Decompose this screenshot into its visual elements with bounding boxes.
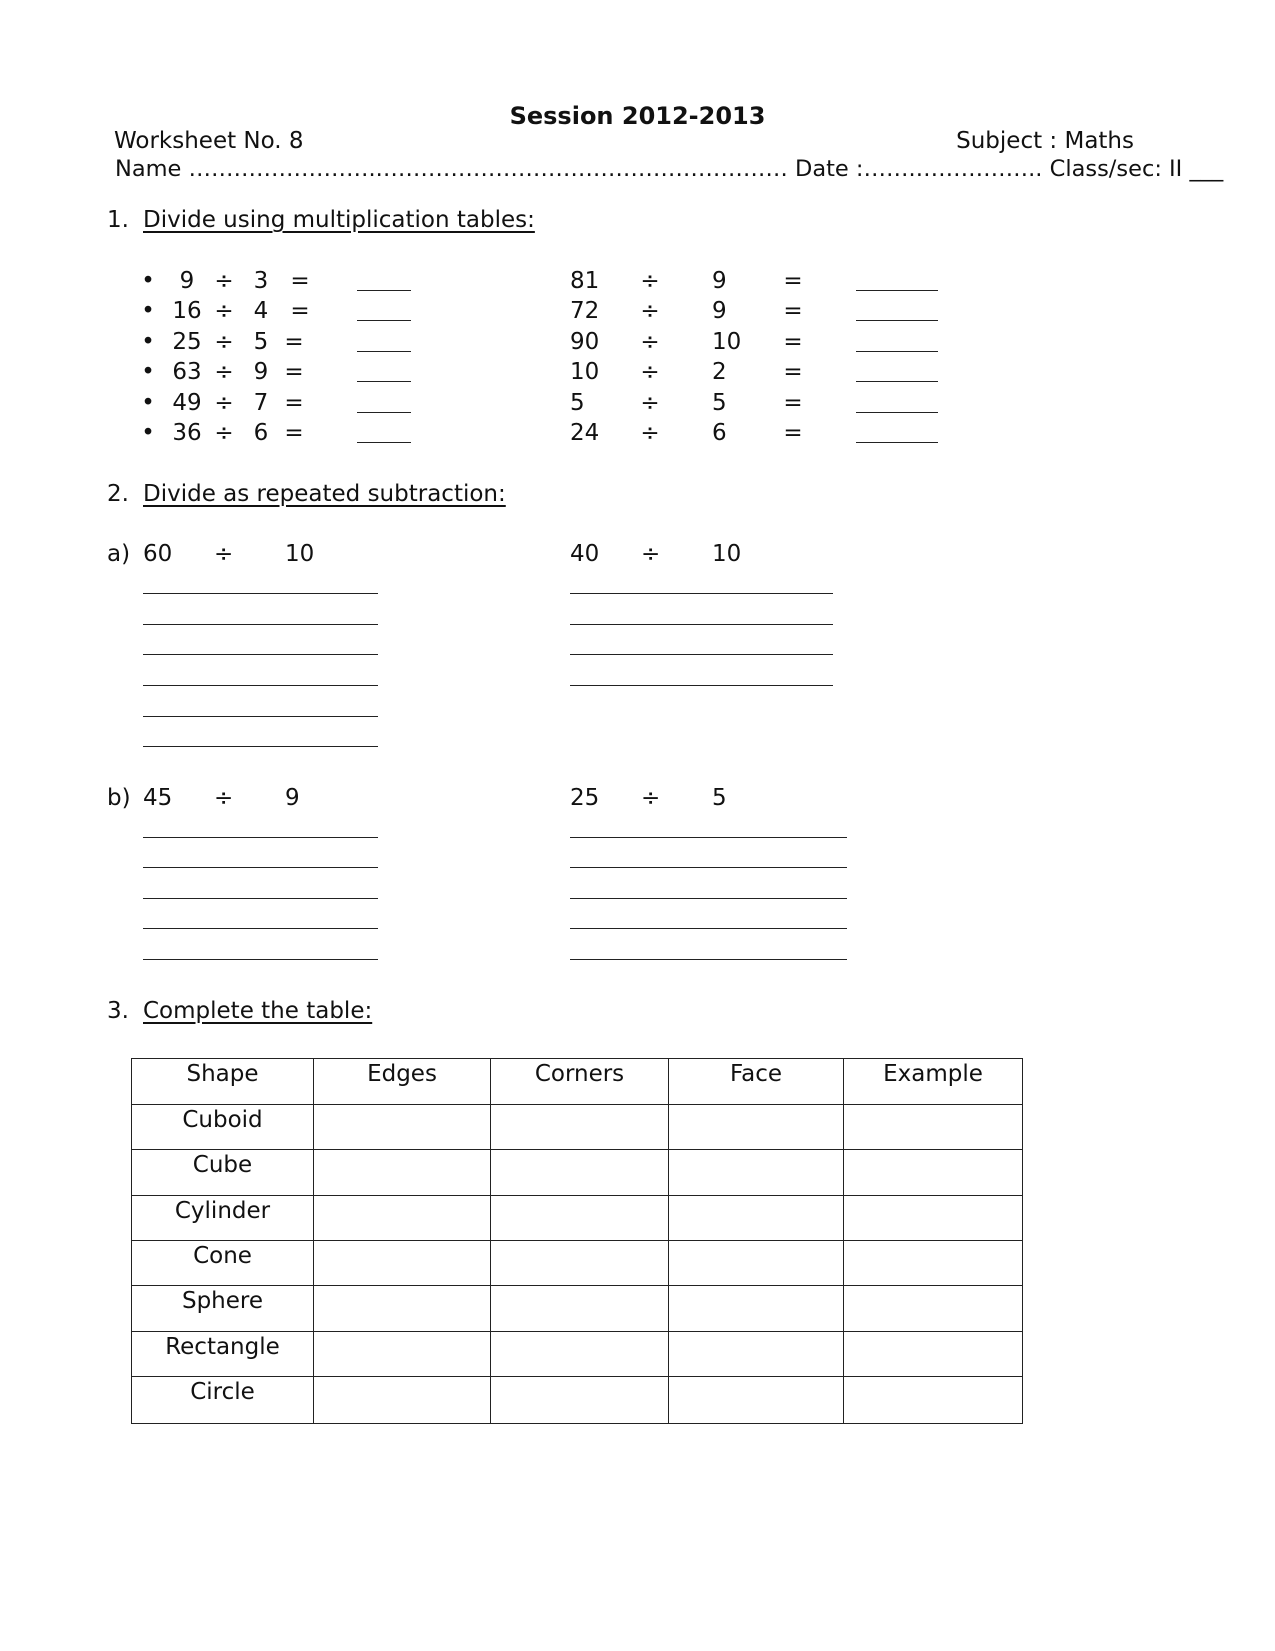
shape-name-cell: Cube xyxy=(132,1150,314,1196)
shape-name-cell: Sphere xyxy=(132,1286,314,1332)
answer-cell[interactable] xyxy=(491,1332,669,1377)
working-line[interactable] xyxy=(143,593,378,594)
shape-name-cell: Circle xyxy=(132,1377,314,1424)
answer-cell[interactable] xyxy=(314,1241,491,1286)
q1-right-dividend: 81 xyxy=(570,268,600,294)
q2b-left-divide-sign: ÷ xyxy=(214,785,234,811)
working-line[interactable] xyxy=(570,685,833,686)
q1-left-answer-blank[interactable] xyxy=(357,351,411,352)
q1-left-equals: = xyxy=(290,298,310,324)
working-line[interactable] xyxy=(570,837,847,838)
table-row xyxy=(132,1196,1023,1241)
q1-right-divide-sign: ÷ xyxy=(640,298,660,324)
q1-right-divide-sign: ÷ xyxy=(640,390,660,416)
q1-left-dividend: 49 xyxy=(172,390,202,416)
q1-left-dividend: 16 xyxy=(172,298,202,324)
q1-left-answer-blank[interactable] xyxy=(357,412,411,413)
answer-cell[interactable] xyxy=(844,1377,1023,1424)
q1-right-equals: = xyxy=(783,359,803,385)
q1-left-dividend: 36 xyxy=(172,420,202,446)
answer-cell[interactable] xyxy=(491,1196,669,1241)
q1-right-divide-sign: ÷ xyxy=(640,268,660,294)
header-shape: Shape xyxy=(132,1059,314,1105)
q1-right-divisor: 5 xyxy=(712,390,727,416)
answer-cell[interactable] xyxy=(314,1196,491,1241)
q1-left-equals: = xyxy=(284,420,304,446)
table-row xyxy=(132,1286,1023,1332)
q2b-right-divisor: 5 xyxy=(712,785,727,811)
header-example: Example xyxy=(844,1059,1023,1105)
q1-left-divide-sign: ÷ xyxy=(214,420,234,446)
subject-label: Subject : Maths xyxy=(956,128,1134,154)
shapes-table xyxy=(131,1058,1023,1424)
q1-right-equals: = xyxy=(783,268,803,294)
shape-name-cell: Cone xyxy=(132,1241,314,1286)
answer-cell[interactable] xyxy=(844,1241,1023,1286)
table-row xyxy=(132,1105,1023,1150)
working-line[interactable] xyxy=(570,898,847,899)
bullet: • xyxy=(141,420,155,446)
q1-left-equals: = xyxy=(284,329,304,355)
answer-cell[interactable] xyxy=(844,1286,1023,1332)
answer-cell[interactable] xyxy=(669,1196,844,1241)
q1-left-divide-sign: ÷ xyxy=(214,268,234,294)
q1-left-divide-sign: ÷ xyxy=(214,390,234,416)
q2b-label: b) xyxy=(107,785,131,811)
q1-right-answer-blank[interactable] xyxy=(856,290,938,291)
q1-left-divisor: 9 xyxy=(253,359,269,385)
q3-number: 3. xyxy=(107,998,129,1024)
answer-cell[interactable] xyxy=(844,1332,1023,1377)
q1-left-divide-sign: ÷ xyxy=(214,329,234,355)
q2a-label: a) xyxy=(107,541,131,567)
working-line[interactable] xyxy=(570,867,847,868)
q1-right-divisor: 9 xyxy=(712,298,727,324)
working-line[interactable] xyxy=(143,654,378,655)
answer-cell[interactable] xyxy=(491,1377,669,1424)
name-date-class-line: Name ……………………..……………………………………………… Date :…….…………….. Class/sec: II ___ xyxy=(115,156,1224,182)
q1-right-equals: = xyxy=(783,329,803,355)
bullet: • xyxy=(141,298,155,324)
q1-left-dividend: 25 xyxy=(172,329,202,355)
q1-left-answer-blank[interactable] xyxy=(357,442,411,443)
q1-right-equals: = xyxy=(783,390,803,416)
q2-title: Divide as repeated subtraction: xyxy=(143,481,506,507)
q2a-right-divisor: 10 xyxy=(712,541,742,567)
working-line[interactable] xyxy=(143,746,378,747)
shape-name-cell: Cuboid xyxy=(132,1105,314,1150)
q1-right-divisor: 10 xyxy=(712,329,742,355)
answer-cell[interactable] xyxy=(669,1241,844,1286)
working-line[interactable] xyxy=(570,959,847,960)
q1-right-answer-blank[interactable] xyxy=(856,381,938,382)
q1-right-divide-sign: ÷ xyxy=(640,420,660,446)
q1-right-divide-sign: ÷ xyxy=(640,359,660,385)
q1-right-divide-sign: ÷ xyxy=(640,329,660,355)
bullet: • xyxy=(141,268,155,294)
q1-left-divisor: 5 xyxy=(253,329,269,355)
q1-right-answer-blank[interactable] xyxy=(856,412,938,413)
working-line[interactable] xyxy=(143,716,378,717)
working-line[interactable] xyxy=(570,593,833,594)
q1-left-divisor: 7 xyxy=(253,390,269,416)
q2-number: 2. xyxy=(107,481,129,507)
q1-left-answer-blank[interactable] xyxy=(357,290,411,291)
q1-left-dividend: 9 xyxy=(179,268,195,294)
working-line[interactable] xyxy=(143,867,378,868)
q1-right-divisor: 9 xyxy=(712,268,727,294)
q1-left-divisor: 3 xyxy=(253,268,269,294)
working-line[interactable] xyxy=(143,685,378,686)
answer-cell[interactable] xyxy=(314,1286,491,1332)
working-line[interactable] xyxy=(570,928,847,929)
header-edges: Edges xyxy=(314,1059,491,1105)
q1-title: Divide using multiplication tables: xyxy=(143,207,535,233)
answer-cell[interactable] xyxy=(314,1332,491,1377)
answer-cell[interactable] xyxy=(314,1105,491,1150)
q1-right-equals: = xyxy=(783,420,803,446)
table-row xyxy=(132,1332,1023,1377)
q1-left-equals: = xyxy=(284,390,304,416)
table-header-row xyxy=(132,1059,1023,1105)
q2a-left-dividend: 60 xyxy=(143,541,173,567)
bullet: • xyxy=(141,329,155,355)
q1-number: 1. xyxy=(107,207,129,233)
q1-left-divisor: 4 xyxy=(253,298,269,324)
q1-right-dividend: 90 xyxy=(570,329,600,355)
working-line[interactable] xyxy=(143,624,378,625)
q1-right-divisor: 2 xyxy=(712,359,727,385)
answer-cell[interactable] xyxy=(669,1332,844,1377)
answer-cell[interactable] xyxy=(314,1377,491,1424)
working-line[interactable] xyxy=(570,624,833,625)
q1-right-answer-blank[interactable] xyxy=(856,442,938,443)
q1-left-equals: = xyxy=(284,359,304,385)
q1-left-divisor: 6 xyxy=(253,420,269,446)
worksheet-number: Worksheet No. 8 xyxy=(114,128,304,154)
answer-cell[interactable] xyxy=(669,1377,844,1424)
session-title: Session 2012-2013 xyxy=(509,102,766,130)
answer-cell[interactable] xyxy=(491,1286,669,1332)
answer-cell[interactable] xyxy=(844,1105,1023,1150)
bullet: • xyxy=(141,390,155,416)
working-line[interactable] xyxy=(570,654,833,655)
working-line[interactable] xyxy=(143,959,378,960)
q1-right-dividend: 24 xyxy=(570,420,600,446)
answer-cell[interactable] xyxy=(669,1150,844,1196)
q1-right-divisor: 6 xyxy=(712,420,727,446)
q1-left-dividend: 63 xyxy=(172,359,202,385)
q1-left-answer-blank[interactable] xyxy=(357,381,411,382)
q2b-right-divide-sign: ÷ xyxy=(641,785,661,811)
shape-name-cell: Cylinder xyxy=(132,1196,314,1241)
answer-cell[interactable] xyxy=(491,1241,669,1286)
q1-right-answer-blank[interactable] xyxy=(856,320,938,321)
answer-cell[interactable] xyxy=(491,1105,669,1150)
answer-cell[interactable] xyxy=(669,1286,844,1332)
bullet: • xyxy=(141,359,155,385)
q1-left-divide-sign: ÷ xyxy=(214,359,234,385)
header-corners: Corners xyxy=(491,1059,669,1105)
answer-cell[interactable] xyxy=(669,1105,844,1150)
q1-right-dividend: 5 xyxy=(570,390,585,416)
working-line[interactable] xyxy=(143,898,378,899)
answer-cell[interactable] xyxy=(844,1196,1023,1241)
working-line[interactable] xyxy=(143,928,378,929)
answer-cell[interactable] xyxy=(314,1150,491,1196)
table-row xyxy=(132,1150,1023,1196)
table-row xyxy=(132,1377,1023,1424)
q2b-left-dividend: 45 xyxy=(143,785,173,811)
q1-left-divide-sign: ÷ xyxy=(214,298,234,324)
q2a-left-divide-sign: ÷ xyxy=(214,541,234,567)
working-line[interactable] xyxy=(143,837,378,838)
q3-title: Complete the table: xyxy=(143,998,373,1024)
q1-right-dividend: 72 xyxy=(570,298,600,324)
shape-name-cell: Rectangle xyxy=(132,1332,314,1377)
q1-right-answer-blank[interactable] xyxy=(856,351,938,352)
q2a-left-divisor: 10 xyxy=(285,541,315,567)
q1-left-equals: = xyxy=(290,268,310,294)
answer-cell[interactable] xyxy=(491,1150,669,1196)
q1-left-answer-blank[interactable] xyxy=(357,320,411,321)
header-face: Face xyxy=(669,1059,844,1105)
q2b-left-divisor: 9 xyxy=(285,785,300,811)
q1-right-dividend: 10 xyxy=(570,359,600,385)
q2a-right-dividend: 40 xyxy=(570,541,600,567)
answer-cell[interactable] xyxy=(844,1150,1023,1196)
q1-right-equals: = xyxy=(783,298,803,324)
q2b-right-dividend: 25 xyxy=(570,785,600,811)
table-row xyxy=(132,1241,1023,1286)
q2a-right-divide-sign: ÷ xyxy=(641,541,661,567)
